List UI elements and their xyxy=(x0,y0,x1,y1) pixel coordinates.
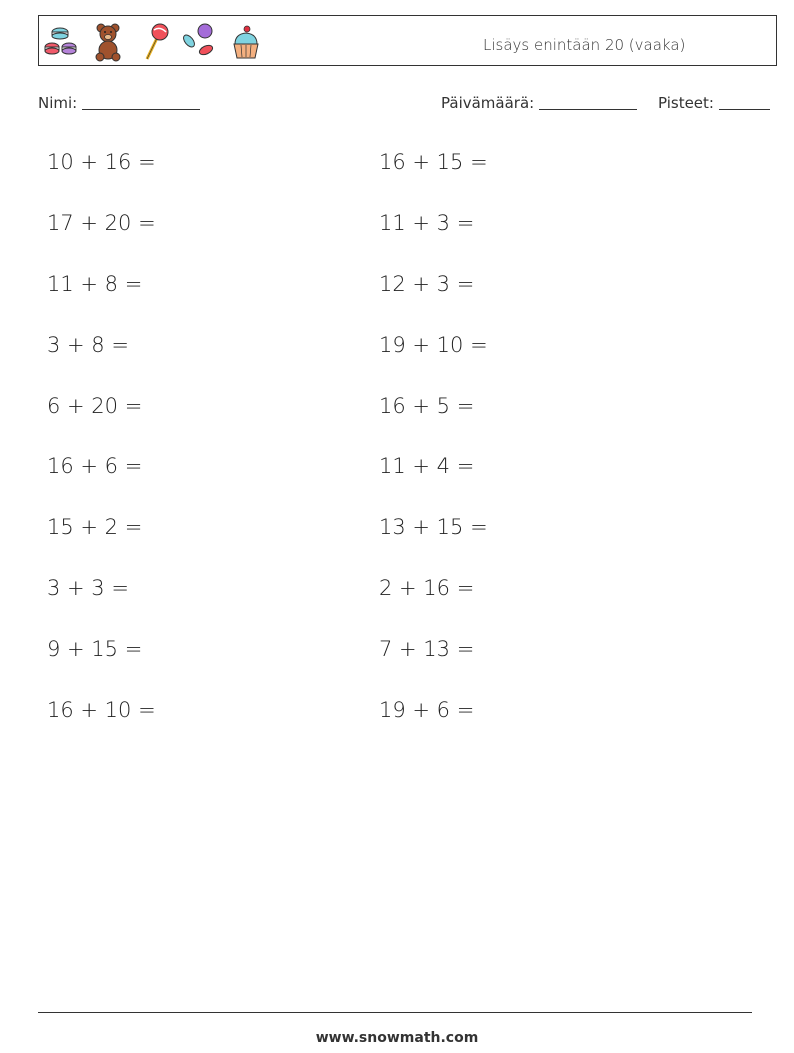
problem-right-3: 12 + 3 = xyxy=(379,272,475,296)
problem-left-3: 11 + 8 = xyxy=(47,272,143,296)
problem-left-1: 10 + 16 = xyxy=(47,150,156,174)
macarons-icon xyxy=(43,22,77,62)
problem-right-2: 11 + 3 = xyxy=(379,211,475,235)
footer-site-link[interactable]: www.snowmath.com xyxy=(315,1030,479,1046)
lollipop-icon xyxy=(139,22,173,62)
date-field xyxy=(441,94,637,112)
problem-left-7: 15 + 2 = xyxy=(47,515,143,539)
cupcake-icon xyxy=(229,22,263,62)
worksheet-header xyxy=(38,15,777,66)
problem-left-8: 3 + 3 = xyxy=(47,576,129,600)
worksheet-title: Lisäys enintään 20 (vaaka) xyxy=(483,36,686,54)
problem-left-5: 6 + 20 = xyxy=(47,394,143,418)
score-blank[interactable] xyxy=(719,95,770,110)
problem-left-2: 17 + 20 = xyxy=(47,211,156,235)
problem-right-6: 11 + 4 = xyxy=(379,454,475,478)
score-field xyxy=(658,94,770,112)
score-label: Pisteet: xyxy=(658,94,714,112)
name-blank[interactable] xyxy=(82,95,200,110)
problem-left-6: 16 + 6 = xyxy=(47,454,143,478)
problem-right-1: 16 + 15 = xyxy=(379,150,488,174)
problem-right-10: 19 + 6 = xyxy=(379,698,475,722)
problem-right-4: 19 + 10 = xyxy=(379,333,488,357)
candies-icon xyxy=(181,22,215,62)
name-label: Nimi: xyxy=(38,94,78,112)
problem-right-5: 16 + 5 = xyxy=(379,394,475,418)
footer-divider xyxy=(38,1012,752,1013)
date-blank[interactable] xyxy=(539,95,637,110)
problem-left-9: 9 + 15 = xyxy=(47,637,143,661)
date-label: Päivämäärä: xyxy=(441,94,535,112)
problem-right-7: 13 + 15 = xyxy=(379,515,488,539)
name-field xyxy=(38,94,200,112)
problem-left-10: 16 + 10 = xyxy=(47,698,156,722)
problem-left-4: 3 + 8 = xyxy=(47,333,129,357)
teddy-bear-icon xyxy=(91,22,125,62)
problem-right-8: 2 + 16 = xyxy=(379,576,475,600)
problem-right-9: 7 + 13 = xyxy=(379,637,475,661)
